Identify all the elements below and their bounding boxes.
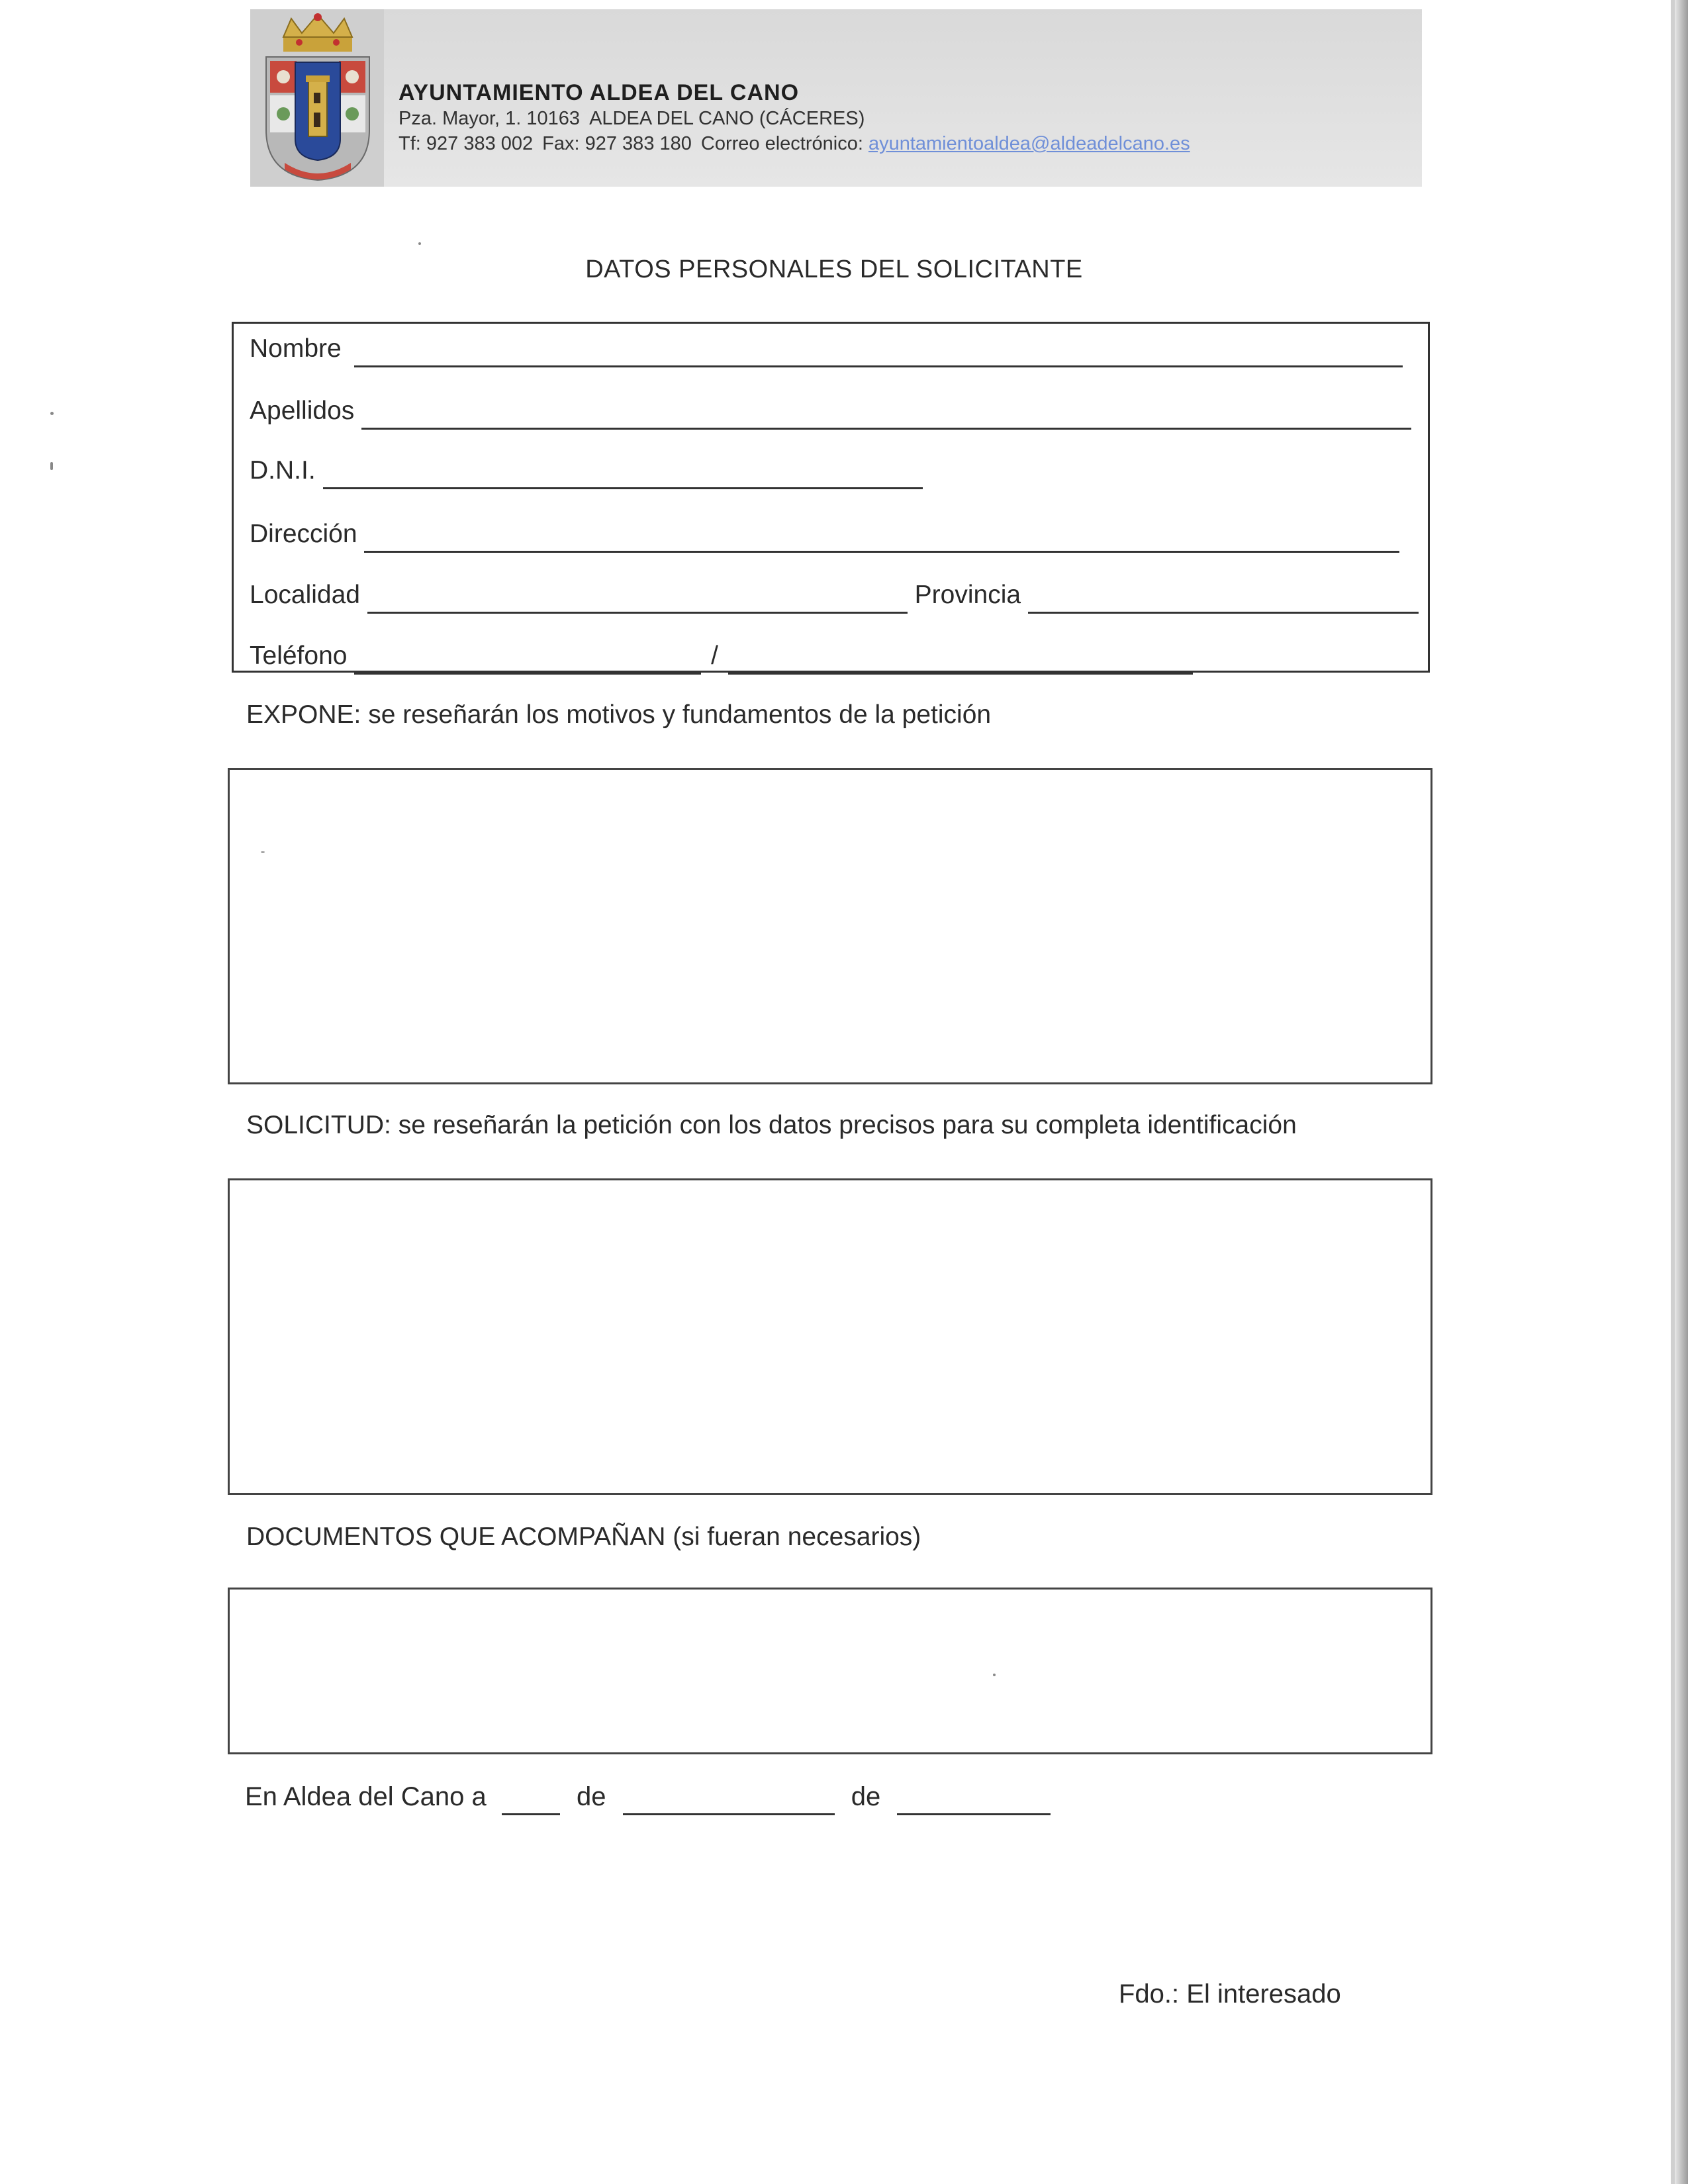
letterhead-text bbox=[399, 79, 1405, 156]
email-link[interactable]: ayuntamientoaldea@aldeadelcano.es bbox=[868, 133, 1190, 154]
localidad-field bbox=[250, 577, 1419, 614]
fax-number: Fax: 927 383 180 bbox=[542, 133, 692, 154]
apellidos-field bbox=[250, 393, 1411, 430]
direccion-input-line[interactable] bbox=[364, 523, 1399, 553]
scan-edge-shadow bbox=[1671, 0, 1675, 2184]
documentos-label: DOCUMENTOS QUE ACOMPAÑAN (si fueran necesarios) bbox=[246, 1523, 921, 1551]
dni-input-line[interactable] bbox=[323, 459, 923, 489]
telefono-separator: / bbox=[711, 641, 718, 670]
expone-textbox[interactable] bbox=[228, 768, 1432, 1084]
address-street: Pza. Mayor, 1. 10163 bbox=[399, 108, 581, 129]
expone-label: EXPONE: se reseñarán los motivos y fundamentos de la petición bbox=[246, 700, 992, 729]
letterhead-address bbox=[399, 106, 1405, 131]
signature-label: Fdo.: El interesado bbox=[1119, 1979, 1341, 2009]
day-input-line[interactable] bbox=[502, 1785, 560, 1815]
personal-data-box bbox=[232, 322, 1430, 673]
apellidos-input-line[interactable] bbox=[361, 400, 1411, 430]
dni-field bbox=[250, 452, 923, 489]
scan-speck bbox=[993, 1674, 996, 1676]
scan-speck bbox=[418, 242, 421, 245]
localidad-label: Localidad bbox=[250, 581, 360, 609]
telefono-label: Teléfono bbox=[250, 641, 348, 670]
crest-area bbox=[250, 9, 384, 187]
scan-edge bbox=[1675, 0, 1688, 2184]
nombre-field bbox=[250, 330, 1403, 367]
dni-label: D.N.I. bbox=[250, 456, 316, 485]
date-de-1: de bbox=[576, 1782, 606, 1811]
scan-speck bbox=[50, 462, 53, 470]
provincia-input-line[interactable] bbox=[1028, 584, 1419, 614]
provincia-label: Provincia bbox=[914, 581, 1021, 609]
telefono-input-line-1[interactable] bbox=[354, 645, 701, 675]
localidad-input-line[interactable] bbox=[367, 584, 908, 614]
solicitud-textbox[interactable] bbox=[228, 1178, 1432, 1495]
month-input-line[interactable] bbox=[623, 1785, 835, 1815]
phone-number: Tf: 927 383 002 bbox=[399, 133, 534, 154]
letterhead bbox=[250, 9, 1422, 187]
nombre-input-line[interactable] bbox=[354, 338, 1403, 367]
date-prefix: En Aldea del Cano a bbox=[245, 1782, 487, 1811]
date-line bbox=[245, 1778, 1051, 1815]
telefono-field bbox=[250, 638, 1193, 675]
year-input-line[interactable] bbox=[897, 1785, 1051, 1815]
address-town: ALDEA DEL CANO (CÁCERES) bbox=[589, 108, 865, 129]
scan-speck bbox=[50, 412, 54, 415]
nombre-label: Nombre bbox=[250, 334, 342, 363]
documentos-textbox[interactable] bbox=[228, 1588, 1432, 1754]
date-de-2: de bbox=[851, 1782, 881, 1811]
personal-data-title: DATOS PERSONALES DEL SOLICITANTE bbox=[585, 256, 1083, 283]
letterhead-contact bbox=[399, 131, 1405, 156]
scan-speck bbox=[261, 851, 265, 853]
letterhead-title: AYUNTAMIENTO ALDEA DEL CANO bbox=[399, 80, 800, 105]
solicitud-label: SOLICITUD: se reseñarán la petición con los datos precisos para su completa identificación bbox=[246, 1111, 1297, 1139]
direccion-field bbox=[250, 516, 1399, 553]
coat-of-arms-icon bbox=[258, 13, 377, 183]
apellidos-label: Apellidos bbox=[250, 397, 355, 425]
direccion-label: Dirección bbox=[250, 520, 357, 548]
email-label: Correo electrónico: bbox=[700, 133, 863, 154]
telefono-input-line-2[interactable] bbox=[728, 645, 1193, 675]
